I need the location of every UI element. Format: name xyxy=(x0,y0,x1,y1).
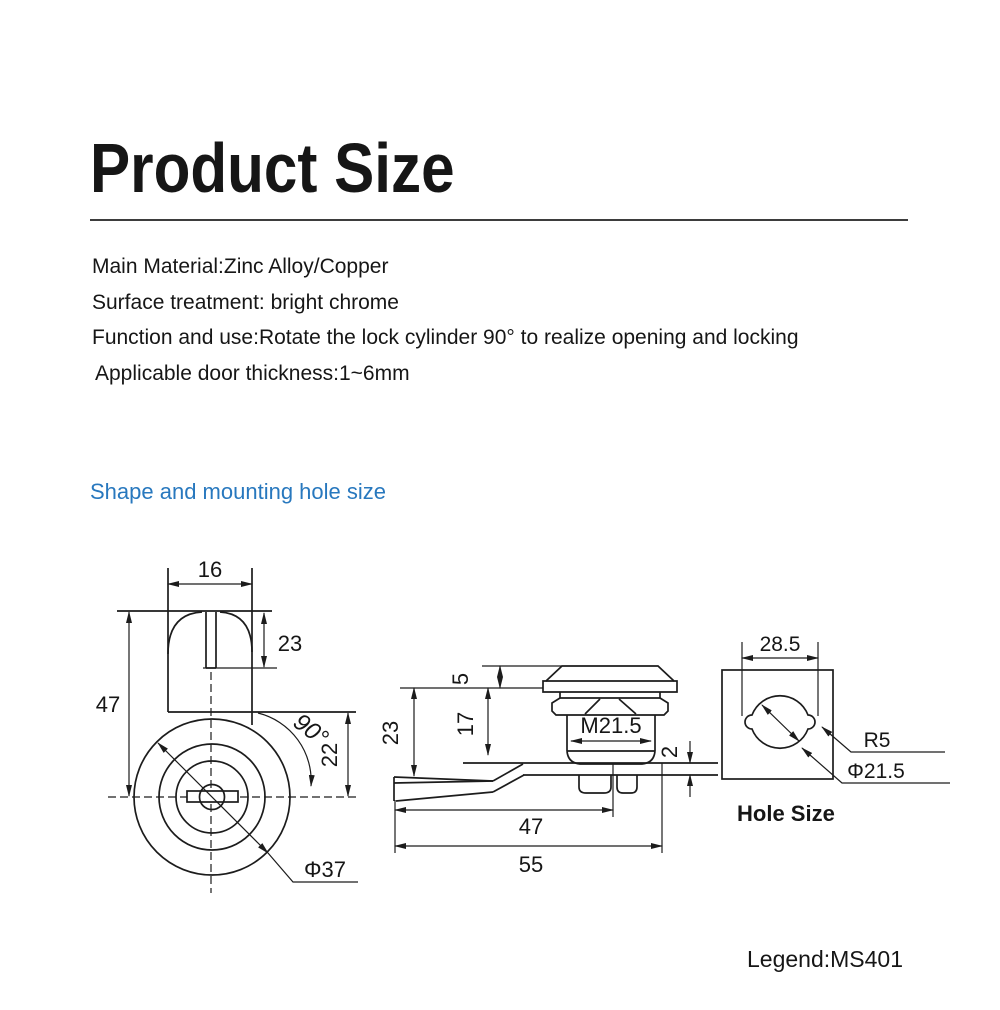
dim-cam-offset-label: 22 xyxy=(317,742,342,768)
dim-total-height-label: 47 xyxy=(95,692,121,717)
mounting-plate-square xyxy=(722,670,833,779)
thread-spec-label: M21.5 xyxy=(580,713,642,738)
hole-diameter-arrow xyxy=(762,705,799,741)
dim-cam-reach-label: 47 xyxy=(518,814,544,839)
hex-nut-facet-right xyxy=(619,699,636,714)
dim-cutout-width-label: 28.5 xyxy=(759,633,801,656)
dim-head-height-label: 5 xyxy=(448,672,473,686)
dim-face-diameter-label: Φ37 xyxy=(303,857,347,882)
front-view xyxy=(96,557,358,893)
page-title: Product Size xyxy=(90,129,455,207)
technical-drawing xyxy=(0,540,1000,920)
diameter-line xyxy=(158,743,268,853)
spec-line-surface: Surface treatment: bright chrome xyxy=(92,290,399,314)
cam-arm-inner-edge xyxy=(394,781,493,783)
hole-diameter-label: Φ21.5 xyxy=(847,760,905,783)
dim-cam-width-label: 16 xyxy=(197,557,223,582)
legend-label: Legend:MS401 xyxy=(747,946,904,972)
cam-arm-bottom-edge xyxy=(396,792,493,801)
cam-dome-right-arc xyxy=(220,612,252,652)
hole-size-view xyxy=(722,633,950,826)
dim-cam-thickness-label: 2 xyxy=(657,745,682,759)
hex-nut-facet-left xyxy=(585,699,600,714)
dim-total-length-label: 55 xyxy=(518,852,544,877)
dim-max-grip-label: 23 xyxy=(378,720,403,746)
screw-washer-left xyxy=(579,775,611,793)
cam-dome-left-arc xyxy=(168,612,202,654)
rotation-angle-label: 90° xyxy=(288,708,334,752)
hole-size-caption: Hole Size xyxy=(737,801,835,826)
section-heading: Shape and mounting hole size xyxy=(90,479,386,504)
screw-washer-right xyxy=(617,775,637,793)
notch-radius-label: R5 xyxy=(863,729,891,752)
dim-thread-length-label: 17 xyxy=(453,711,478,737)
side-view xyxy=(378,666,718,877)
lock-head-outline xyxy=(543,666,677,692)
spec-line-material: Main Material:Zinc Alloy/Copper xyxy=(92,255,389,278)
keyhole-slot xyxy=(187,791,238,802)
spec-line-thickness: Applicable door thickness:1~6mm xyxy=(95,361,410,385)
cylinder-cap-outline xyxy=(567,751,655,764)
dim-cam-height-label: 23 xyxy=(277,631,303,656)
title-divider xyxy=(90,219,908,221)
spec-line-function: Function and use:Rotate the lock cylinder 90° to realize opening and locking xyxy=(92,326,799,349)
cam-arm-top-edge xyxy=(394,777,493,781)
spec-list xyxy=(92,249,799,391)
